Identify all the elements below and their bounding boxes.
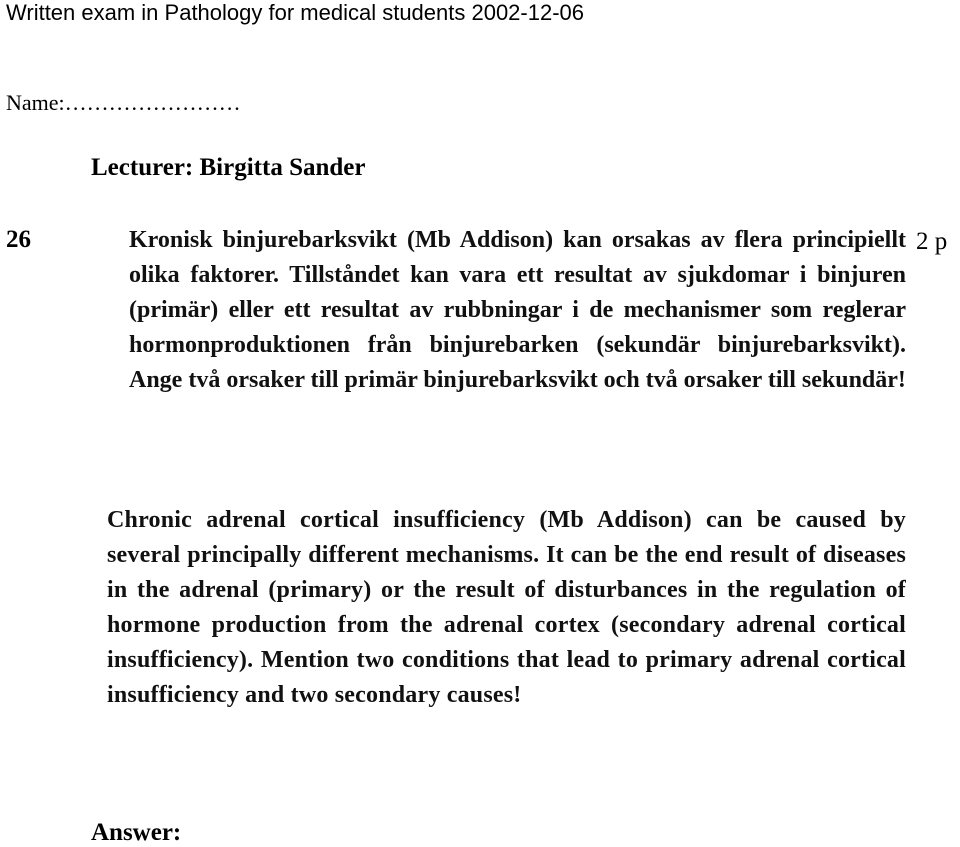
question-points: 2 p: [916, 228, 948, 255]
answer-label: Answer:: [91, 819, 182, 846]
lecturer-label: Lecturer: Birgitta Sander: [91, 154, 366, 181]
name-field: Name:……………………: [6, 90, 241, 115]
question-text-swedish: Kronisk binjurebarksvikt (Mb Addison) kan orsakas av flera principiellt olika faktorer. Tillståndet kan vara ett resultat av sjukdomar i binjuren (primär) eller ett resultat av rubbningar i de mechanismer som reglerar hormonproduktionen från binjurebarken (sekundär binjurebarksvikt). Ange två orsaker till primär binjurebarksvikt och två orsaker till sekundär!: [129, 227, 906, 393]
question-text-english: Chronic adrenal cortical insufficiency (Mb Addison) can be caused by several principally different mechanisms. It can be the end result of diseases in the adrenal (primary) or the result of disturbances in the regulation of hormone production from the adrenal cortex (secondary adrenal cortical insufficiency). Mention two conditions that lead to primary adrenal cortical insufficiency and two secondary causes!: [107, 507, 906, 708]
question-number: 26: [6, 226, 31, 253]
exam-title: Written exam in Pathology for medical students 2002-12-06: [6, 0, 585, 25]
